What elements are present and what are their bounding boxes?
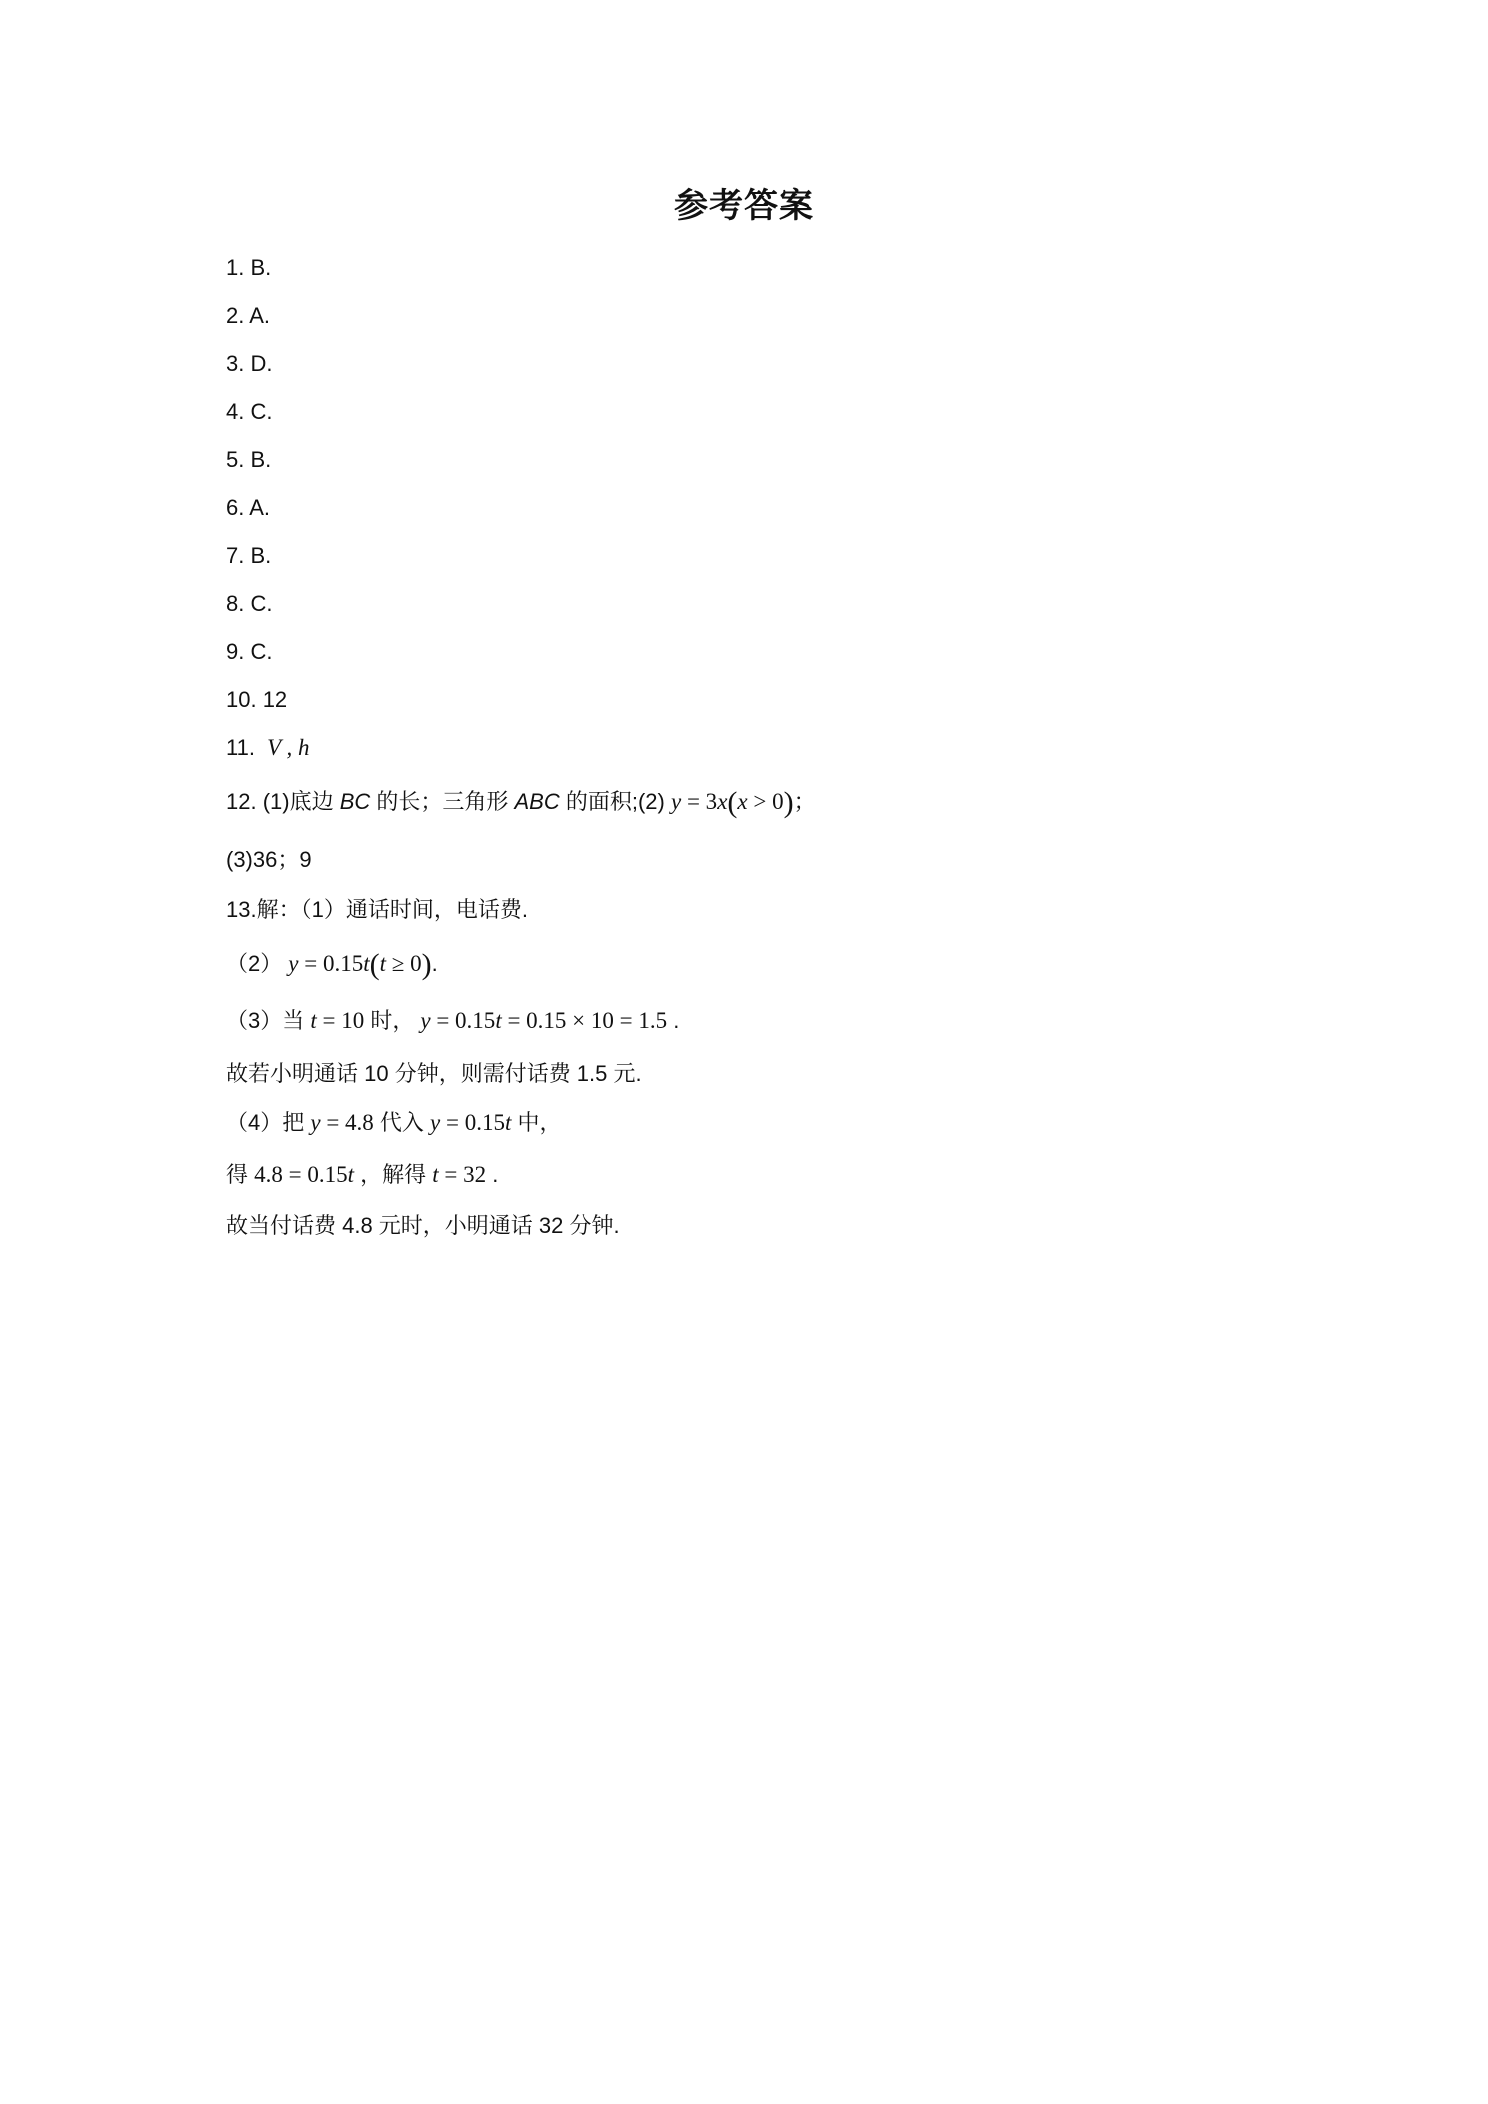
answer-13-formula-3: y = 0.15t = 0.15 × 10 = 1.5	[420, 1008, 668, 1033]
answer-7: 7. B.	[226, 543, 272, 568]
answer-12-formula: y = 3x(x > 0)	[670, 786, 794, 819]
answer-3: 3. D.	[226, 351, 273, 376]
answer-13-line-2: （2） y = 0.15t(t ≥ 0).	[226, 948, 438, 981]
answer-4: 4. C.	[226, 399, 273, 424]
answer-12-text-c: 的面积;(2)	[559, 789, 671, 814]
answer-12	[226, 787, 816, 818]
answer-11	[226, 733, 309, 763]
page-title: 参考答案	[674, 186, 814, 226]
answer-1: 1. B.	[226, 255, 272, 280]
answer-8: 8. C.	[226, 591, 273, 616]
answer-12-bc: BC	[339, 789, 371, 814]
answer-13-formula-2: y = 0.15t(t ≥ 0)	[288, 948, 432, 981]
answer-9: 9. C.	[226, 639, 273, 664]
answer-10: 10. 12	[226, 687, 288, 712]
answer-12-part3: (3)36；9	[226, 847, 312, 872]
answer-11-number: 11.	[226, 735, 255, 760]
answer-12-end: ；	[793, 789, 816, 814]
answer-12-abc: ABC	[514, 789, 560, 814]
answer-13-line-7: 故当付话费 4.8 元时，小明通话 32 分钟.	[226, 1213, 620, 1238]
answer-5: 5. B.	[226, 447, 272, 472]
answer-12-text-a: 12. (1)底边	[226, 789, 340, 814]
answer-6: 6. A.	[226, 495, 271, 520]
answer-12-text-b: 的长；三角形	[370, 789, 515, 814]
answer-13-line-6: 得 4.8 = 0.15t ，解得 t = 32 .	[226, 1162, 499, 1187]
answer-13-line-1: 13.解：（1）通话时间，电话费.	[226, 897, 528, 922]
answer-11-math: V , h	[267, 735, 310, 760]
answer-13-line-4: 故若小明通话 10 分钟，则需付话费 1.5 元.	[226, 1061, 642, 1086]
answer-2: 2. A.	[226, 303, 271, 328]
answer-13-line-3: （3）当 t = 10 时， y = 0.15t = 0.15 × 10 = 1.5 .	[226, 1008, 680, 1033]
answer-13-line-5: （4）把 y = 4.8 代入 y = 0.15t 中，	[226, 1110, 562, 1135]
